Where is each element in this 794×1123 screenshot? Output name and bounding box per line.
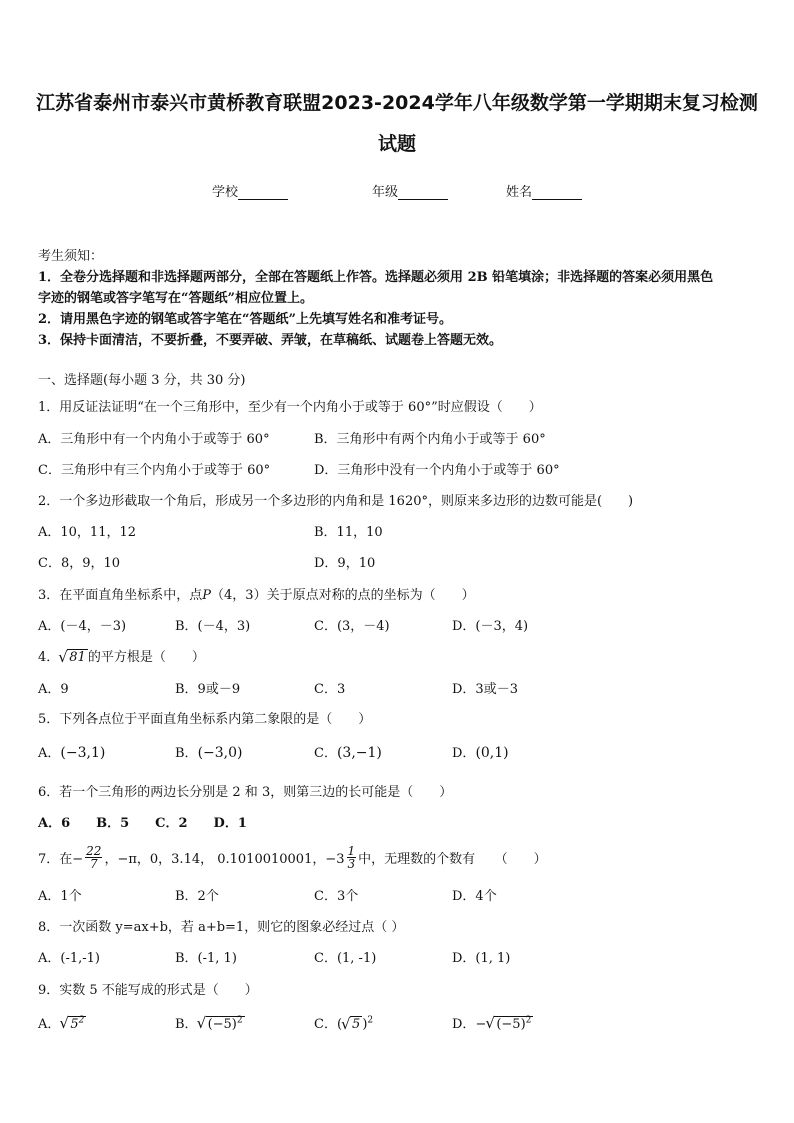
q2-option-b[interactable]: B．11，10 — [314, 525, 383, 540]
q2-option-a[interactable]: A．10，11，12 — [38, 525, 137, 540]
page-title: 江苏省泰州市泰兴市黄桥教育联盟2023-2024学年八年级数学第一学期期末复习检测 — [36, 92, 758, 114]
question-4: 4．√ 81 的平方根是（ ） — [38, 646, 205, 665]
q9-option-a[interactable]: A．√ $5^2$ — [38, 1013, 86, 1032]
page-title-line2: 试题 — [377, 133, 416, 155]
q1-option-c[interactable]: C．三角形中有三个内角小于或等于 60° — [38, 463, 271, 478]
grade-field[interactable]: 年级 — [372, 181, 448, 200]
q8-option-c[interactable]: C．(1, -1) — [314, 951, 377, 966]
notice-item-1: 1．全卷分选择题和非选择题两部分，全部在答题纸上作答。选择题必须用 2B 铅笔填涂；非选择题的答案必须用黑色 — [38, 270, 714, 285]
q6-options[interactable]: A．6 B．5 C．2 D．1 — [38, 816, 247, 831]
q1-option-a[interactable]: A．三角形中有一个内角小于或等于 60° — [38, 432, 270, 447]
q2-option-d[interactable]: D．9，10 — [314, 556, 376, 571]
q5-option-a[interactable]: A．(−3,1) — [38, 745, 106, 761]
q3-option-b[interactable]: B．(－4，3) — [175, 619, 251, 634]
q5-option-d[interactable]: D．(0,1) — [452, 745, 509, 761]
q3-option-d[interactable]: D．(－3，4) — [452, 619, 529, 634]
student-info-row — [0, 181, 794, 201]
notice-item-3: 3．保持卡面清洁，不要折叠，不要弄破、弄皱，在草稿纸、试题卷上答题无效。 — [38, 333, 503, 348]
sqrt-81: √ 81 — [59, 650, 88, 665]
school-field[interactable]: 学校 — [212, 181, 288, 200]
q3-option-c[interactable]: C．(3，－4) — [314, 619, 390, 634]
section-heading: 一、选择题(每小题 3 分，共 30 分) — [38, 373, 246, 388]
q3-option-a[interactable]: A．(－4，－3) — [38, 619, 127, 634]
fraction-22-7: $\frac{22}{7}$ — [86, 843, 102, 871]
q9-option-c[interactable]: C．(√ 5 )$^2$ — [314, 1013, 373, 1032]
question-2: 2．一个多边形截取一个角后，形成另一个多边形的内角和是 1620°，则原来多边形的边数可能是( ) — [38, 494, 634, 509]
q8-option-b[interactable]: B．(-1, 1) — [175, 951, 237, 966]
sqrt-5-squared: √ $5^2$ — [60, 1016, 86, 1032]
q7-option-b[interactable]: B．2个 — [175, 889, 219, 904]
question-5: 5．下列各点位于平面直角坐标系内第二象限的是（ ） — [38, 712, 372, 727]
question-3: 3．在平面直角坐标系中，点P（4，3）关于原点对称的点的坐标为（ ） — [38, 588, 475, 603]
q8-option-d[interactable]: D．(1, 1) — [452, 951, 511, 966]
question-1: 1．用反证法证明“在一个三角形中，至少有一个内角小于或等于 60°”时应假设（ ） — [38, 400, 542, 415]
point-p: P — [202, 588, 212, 603]
sqrt-5: √ 5 — [342, 1017, 362, 1032]
q7-option-a[interactable]: A．1个 — [38, 889, 82, 904]
question-6: 6．若一个三角形的两边长分别是 2 和 3，则第三边的长可能是（ ） — [38, 785, 453, 800]
q4-option-c[interactable]: C．3 — [314, 682, 346, 697]
q1-option-b[interactable]: B．三角形中有两个内角小于或等于 60° — [314, 432, 546, 447]
q1-option-d[interactable]: D．三角形中没有一个内角小于或等于 60° — [314, 463, 560, 478]
name-field[interactable]: 姓名 — [506, 181, 582, 200]
fraction-1-3: $\frac{1}{3}$ — [347, 843, 356, 871]
q4-option-b[interactable]: B．9或－9 — [175, 682, 241, 697]
q7-option-c[interactable]: C．3个 — [314, 889, 359, 904]
q4-option-a[interactable]: A．9 — [38, 682, 69, 697]
q4-option-d[interactable]: D．3或－3 — [452, 682, 518, 697]
q5-option-c[interactable]: C．(3,−1) — [314, 745, 382, 761]
q9-option-b[interactable]: B．√ $(-5)^2$ — [175, 1013, 245, 1032]
q8-option-a[interactable]: A．(-1,-1) — [38, 951, 100, 966]
q5-option-b[interactable]: B．(−3,0) — [175, 745, 243, 761]
question-9: 9．实数 5 不能写成的形式是（ ） — [38, 983, 258, 998]
neg-sqrt-neg5-squared: √ $(-5)^2$ — [486, 1016, 533, 1032]
notice-item-2: 2．请用黑色字迹的钢笔或答字笔在“答题纸”上先填写姓名和准考证号。 — [38, 312, 453, 327]
notice-heading: 考生须知： — [38, 249, 104, 264]
question-7: 7．在− $\frac{22}{7}$ ，−π，0，3.14， 0.1010010001，−3 $\frac{1}{3}$ 中，无理数的个数有 （ ） — [38, 843, 547, 871]
notice-item-1-cont: 字迹的钢笔或答字笔写在“答题纸”相应位置上。 — [38, 291, 313, 306]
q2-option-c[interactable]: C．8，9，10 — [38, 556, 121, 571]
question-8: 8．一次函数 y=ax+b，若 a+b=1，则它的图象必经过点（ ） — [38, 920, 405, 935]
sqrt-neg5-squared: √ $(-5)^2$ — [198, 1016, 245, 1032]
q7-option-d[interactable]: D．4个 — [452, 889, 497, 904]
q9-option-d[interactable]: D．−√ $(-5)^2$ — [452, 1013, 533, 1032]
